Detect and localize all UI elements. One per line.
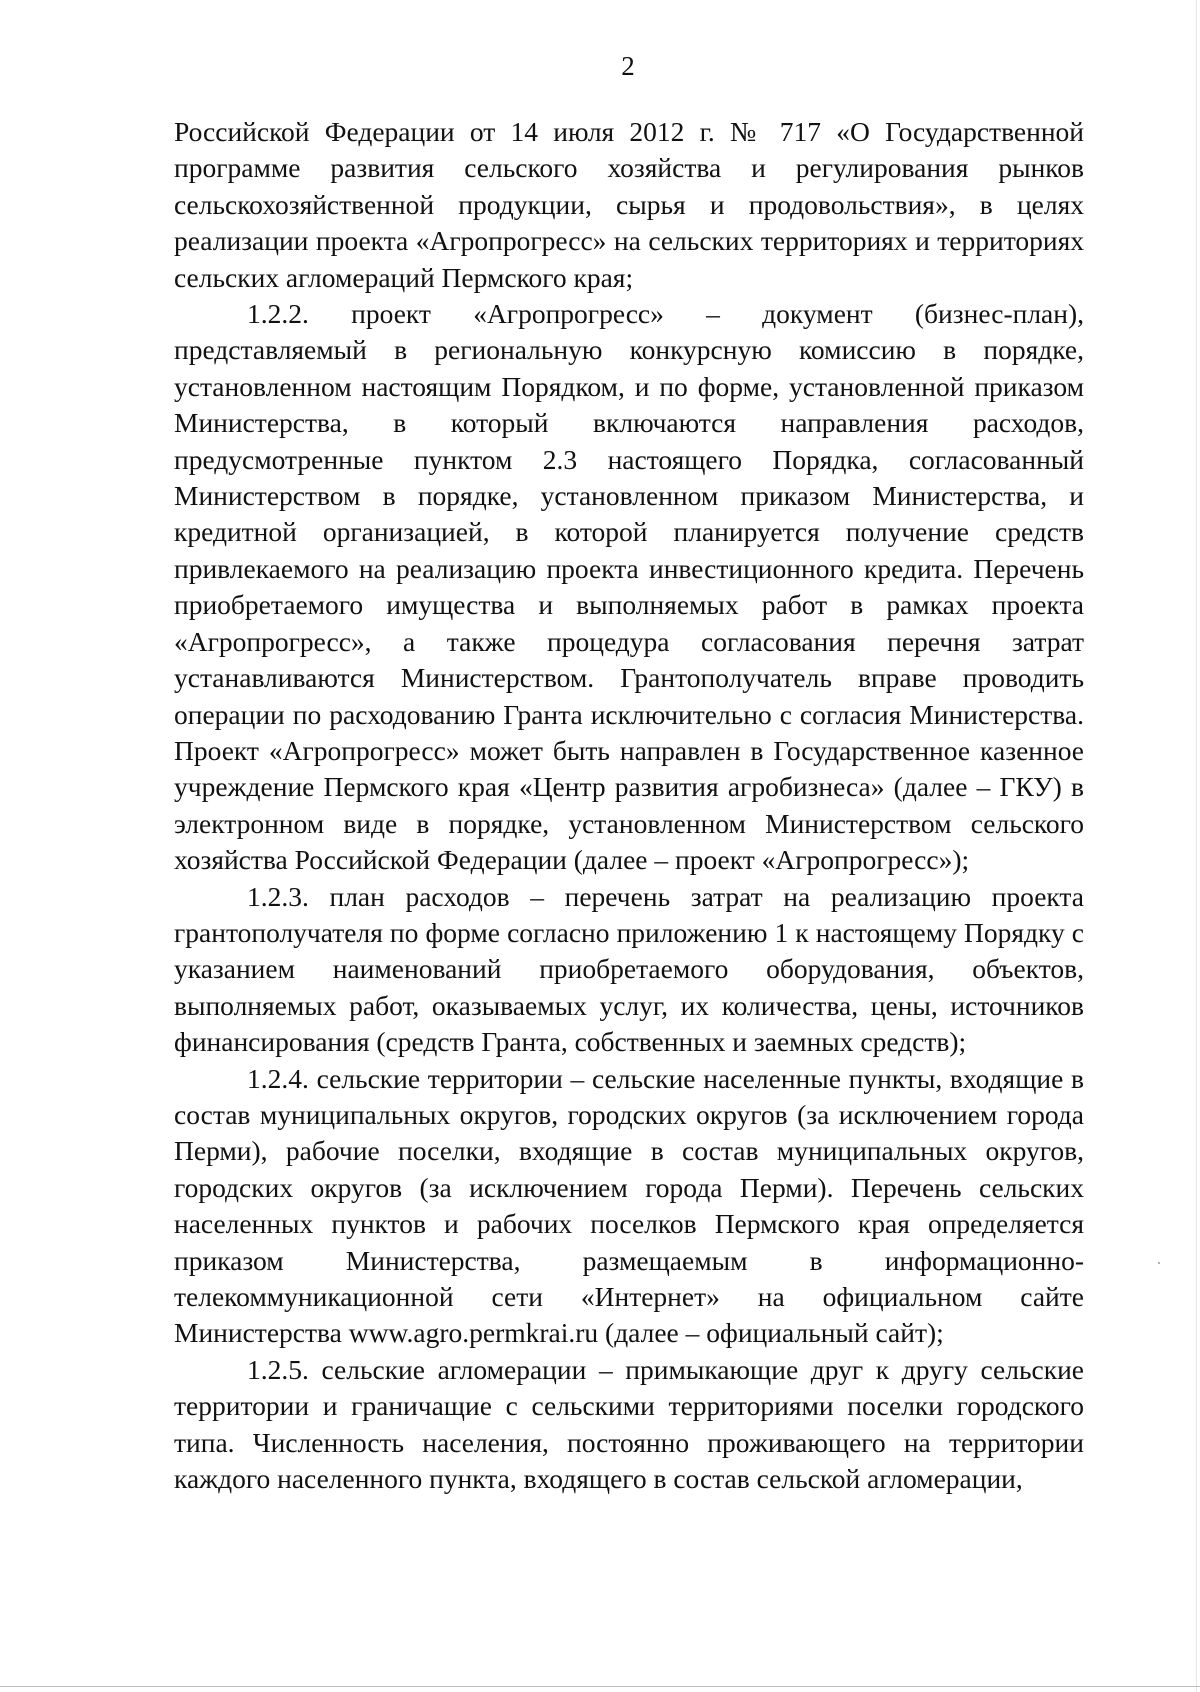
- scan-edge-right: [1196, 0, 1197, 1692]
- paragraph-1-2-5: 1.2.5. сельские агломерации – примыкающие друг к другу сельские территории и граничащие с сельскими территориями поселки городского типа. Численность населения, постоянно проживающего на территории каждого населенного пункта, входящего в состав сельской агломерации,: [174, 1353, 1084, 1495]
- paragraph-1-2-2: 1.2.2. проект «Агропрогресс» – документ (бизнес-план), представляемый в региональную конкурсную комиссию в порядке, установленном настоящим Порядком, и по форме, установленной приказом Министерства, в который включаются направления расходов, предусмотренные пунктом 2.3 настоящего Порядка, согласованный Министерством в порядке, установленном приказом Министерства, и кредитной организацией, в которой планируется получение средств привлекаемого на реализацию проекта инвестиционного кредита. Перечень приобретаемого имущества и выполняемых работ в рамках проекта «Агропрогресс», а также процедура согласования перечня затрат устанавливаются Министерством. Грантополучатель вправе проводить операции по расходованию Гранта исключительно с согласия Министерства. Проект «Агропрогресс» может быть направлен в Государственное казенное учреждение Пермского края «Центр развития агробизнеса» (далее – ГКУ) в электронном виде в порядке, установленном Министерством сельского хозяйства Российской Федерации (далее – проект «Агропрогресс»);: [174, 298, 1084, 876]
- paragraph-1-2-3: 1.2.3. план расходов – перечень затрат на реализацию проекта грантополучателя по форме согласно приложению 1 к настоящему Порядку с указанием наименований приобретаемого оборудования, объектов, выполняемых работ, оказываемых услуг, их количества, цены, источников финансирования (средств Гранта, собственных и заемных средств);: [174, 880, 1084, 1058]
- paragraph-continuation: Российской Федерации от 14 июля 2012 г. № 717 «О Государственной программе развития сельского хозяйства и регулирования рынков сельскохозяйственной продукции, сырья и продовольствия», в целях реализации проекта «Агропрогресс» на сельских территориях и территориях сельских агломераций Пермского края;: [174, 116, 1084, 293]
- scan-edge-bottom: [0, 1686, 1200, 1687]
- paragraph-1-2-4: 1.2.4. сельские территории – сельские населенные пункты, входящие в состав муниципальных округов, городских округов (за исключением города Перми), рабочие поселки, входящие в состав муниципальных округов, городских округов (за исключением города Перми). Перечень сельских населенных пунктов и рабочих поселков Пермского края определяется приказом Министерства, размещаемым в информационно-телекоммуникационной сети «Интернет» на официальном сайте Министерства www.agro.permkrai.ru (далее – официальный сайт);: [174, 1062, 1084, 1349]
- scan-speck: [1158, 1262, 1160, 1264]
- page-number: 2: [621, 51, 635, 81]
- document-body: [174, 114, 1084, 1497]
